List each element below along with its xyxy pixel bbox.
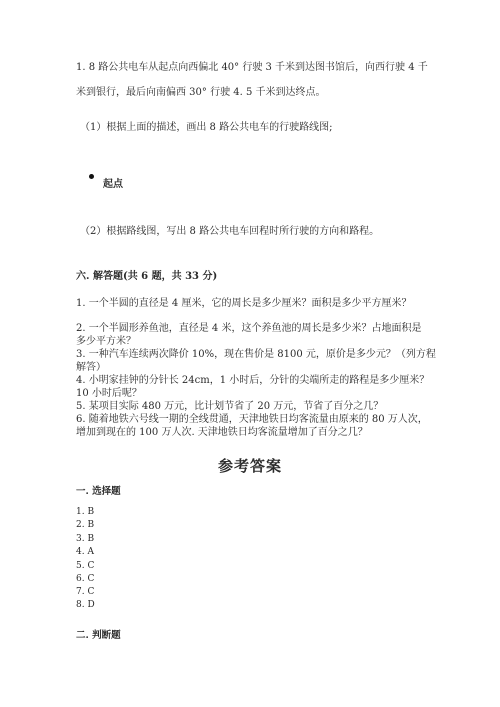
question-text: 1. 一个半圆的直径是 4 厘米，它的周长是多少厘米？面积是多少平方厘米？ <box>76 298 412 309</box>
question-text: 1. 8 路公共电车从起点向西偏北 40° 行驶 3 千米到达图书馆后，向西行驶 4 千 <box>76 62 428 73</box>
question-text: 6. 随着地铁六号线一期的全线贯通，天津地铁日均客流量由原来的 80 万人次， <box>76 414 428 425</box>
question-text: 3. 一种汽车连续两次降价 10%，现在售价是 8100 元，原价是多少元？（列方程 <box>76 349 436 360</box>
answers-title: 参考答案 <box>217 457 282 475</box>
question-text: 解答） <box>76 362 106 373</box>
question-text: 10 小时后呢？ <box>76 388 142 399</box>
question-text: 多少平方米？ <box>76 336 136 347</box>
question-text: 米到银行，最后向南偏西 30° 行驶 4. 5 千米到达终点。 <box>76 87 326 98</box>
start-point-label: 起点 <box>103 179 123 190</box>
answers-section-heading: 二. 判断题 <box>76 630 121 641</box>
answer-item: 4. A <box>76 547 94 557</box>
question-text: 增加到现在的 100 万人次. 天津地铁日均客流量增加了百分之几？ <box>76 427 368 438</box>
answers-section-heading: 一. 选择题 <box>76 486 121 497</box>
answer-item: 3. B <box>76 534 95 544</box>
section-heading: 六. 解答题(共 6 题，共 33 分) <box>76 271 218 282</box>
start-point-dot <box>89 174 94 179</box>
subquestion-text: （1）根据上面的描述，画出 8 路公共电车的行驶路线图; <box>80 122 333 133</box>
subquestion-text: （2）根据路线图，写出 8 路公共电车回程时所行驶的方向和路程。 <box>80 226 380 237</box>
question-text: 5. 某项目实际 480 万元，比计划节省了 20 万元，节省了百分之几？ <box>76 401 384 412</box>
question-text: 4. 小明家挂钟的分针长 24cm，1 小时后，分针的尖端所走的路程是多少厘米？ <box>76 375 430 386</box>
answer-item: 1. B <box>76 507 95 517</box>
question-text: 2. 一个半圆形养鱼池，直径是 4 米，这个养鱼池的周长是多少米？占地面积是 <box>76 323 422 334</box>
answer-item: 5. C <box>76 561 95 571</box>
answer-item: 8. D <box>76 600 95 610</box>
answer-item: 6. C <box>76 574 95 584</box>
answer-item: 7. C <box>76 587 95 597</box>
answer-item: 2. B <box>76 520 95 530</box>
